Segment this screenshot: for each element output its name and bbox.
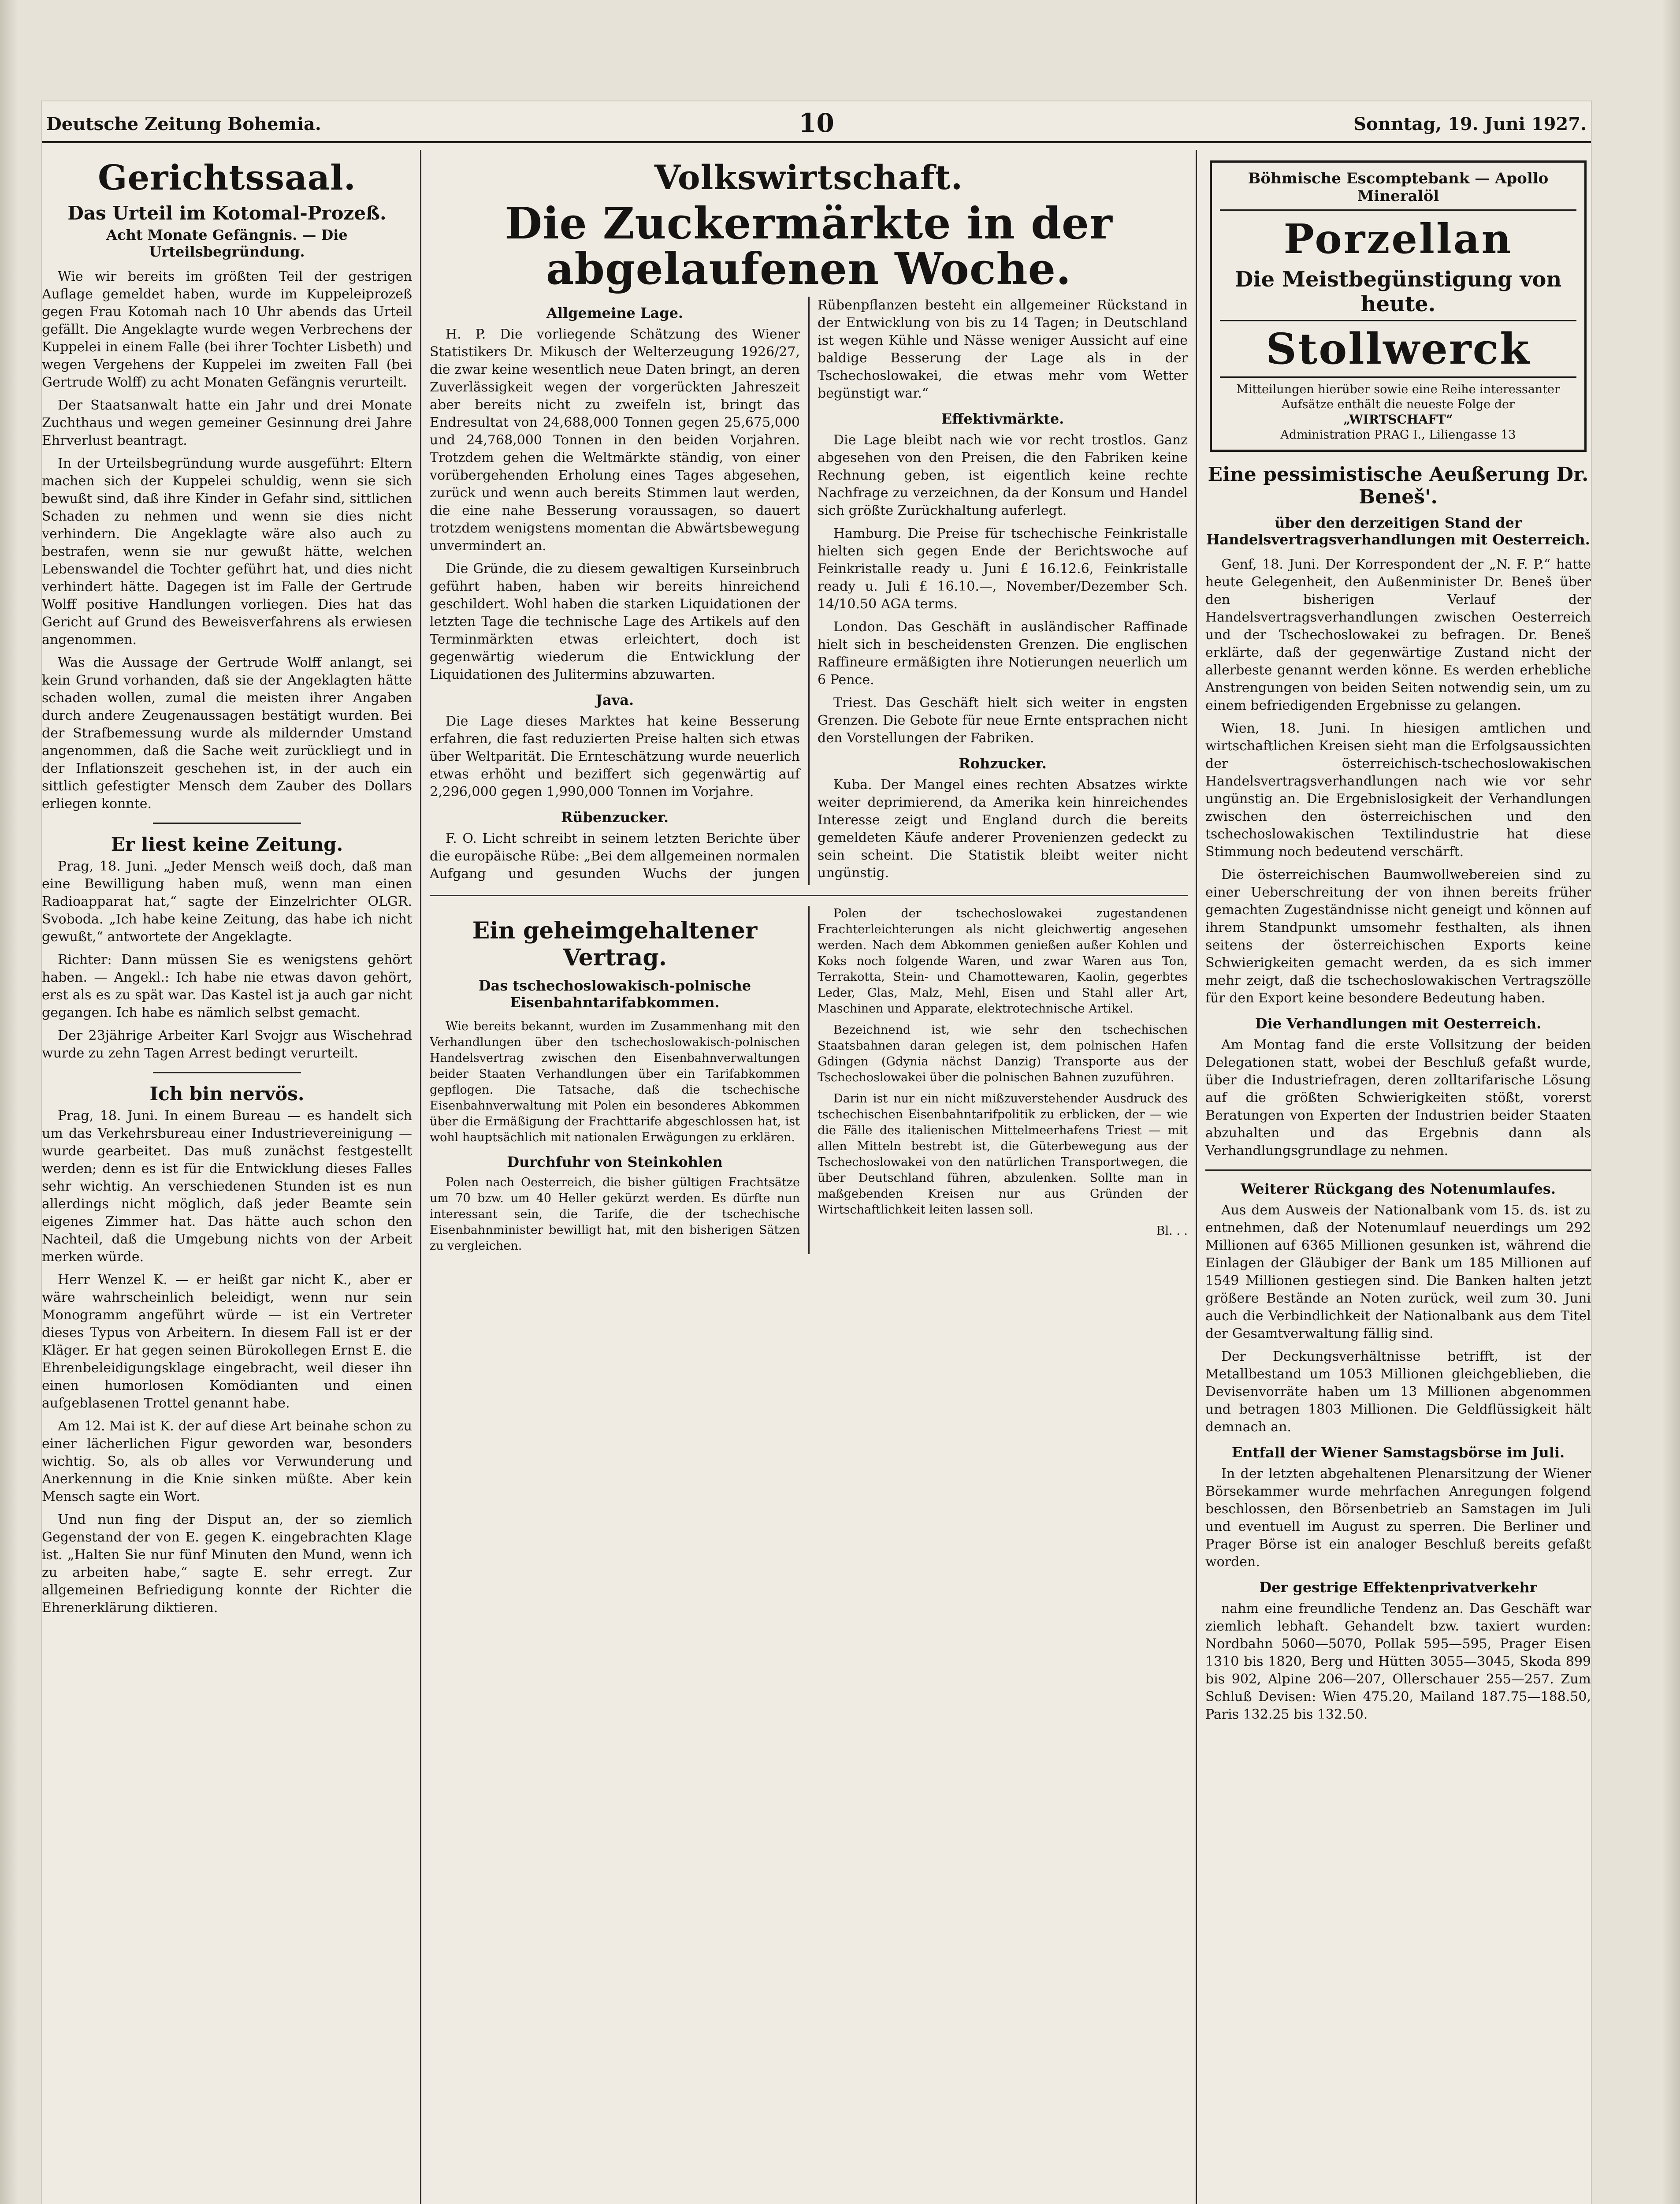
- column-volkswirtschaft: [430, 150, 1188, 2204]
- article-kicker: über den derzeitigen Stand der Handelsvertragsverhandlungen mit Oesterreich.: [1206, 514, 1590, 548]
- subsection-heading: Rübenzucker.: [561, 808, 669, 826]
- separator: [430, 895, 1188, 896]
- article-paragraph: In der Urteilsbegründung wurde ausgeführt: Eltern machen sich der Kuppelei schuldig, wenn sie sich bewußt sind, daß ihre Kinder in Gefahr sind, sittlichen Schaden zu nehmen und wenn sie dies nicht verhindern. Die Angeklagte wäre also auch zu bestrafen, wenn sie nur gewußt hätte, welchen Lebenswandel die Tochter geführt hat, und dies nicht verhindert hätte. Dagegen ist im Falle der Gertrude Wolff positive Handlungen vorliegen. Dies hat das Gericht auf Grund des Beweisverfahrens als erwiesen angenommen.: [42, 456, 412, 648]
- column-divider: [420, 150, 421, 2204]
- subsection-heading: Rohzucker.: [959, 755, 1047, 772]
- article-paragraph: Der Deckungsverhältnisse betrifft, ist der Metallbestand um 1053 Millionen gleichgeblieben, die Devisenvorräte haben um 13 Millionen abgenommen und betragen 1803 Millionen. Die Geldflüssigkeit hält demnach an.: [1205, 1349, 1591, 1435]
- subsection-heading: Effektivmärkte.: [941, 410, 1064, 427]
- article-paragraph: H. P. Die vorliegende Schätzung des Wiener Statistikers Dr. Mikusch der Welterzeugung 1926/27, die zwar keine wesentlich neue Daten bringt, an deren Zuverlässigkeit wegen der vorgerückten Jahreszeit aber bereits nicht zu zweifeln ist, bringt das Endresultat von 24,688,000 Tonnen gegen 25,675,000 und 24,768,000 Tonnen in den beiden Vorjahren. Trotzdem gehen die Weltmärkte ständig, von einer vorübergehenden Erholung eines Tages abgesehen, zurück und wenn auch bereits Stimmen laut werden, die eine nahe Besserung voraussagen, so dauert trotzdem wenigstens momentan die Abwärtsbewegung unvermindert an.: [430, 326, 800, 554]
- newspaper-name: Deutsche Zeitung Bohemia.: [46, 114, 321, 134]
- ad-headline: Porzellan: [1283, 215, 1513, 263]
- article-title: Ich bin nervös.: [149, 1083, 305, 1105]
- article-paragraph: Die Lage dieses Marktes hat keine Besserung erfahren, die fast reduzierten Preise halten sich etwas über Weltparität. Die Ernteschätzung wurde neuerlich etwas erhöht und beziffert sich gegenwärtig auf 2,296,000 gegen 1,990,000 Tonnen im Vorjahre.: [430, 713, 800, 800]
- article-kicker: Das tschechoslowakisch-polnische Eisenbahntarifabkommen.: [478, 977, 751, 1011]
- ad-address: Administration PRAG I., Liliengasse 13: [1280, 428, 1516, 442]
- newspaper-page: [42, 101, 1591, 2204]
- column-wirtschaft-news: [1205, 150, 1591, 2204]
- column-gerichtssaal: [42, 150, 412, 2204]
- ad-note-text: Mitteilungen hierüber sowie eine Reihe interessanter Aufsätze enthält die neueste Folge der: [1236, 383, 1560, 411]
- article-paragraph: Herr Wenzel K. — er heißt gar nicht K., aber er wäre wahrscheinlich beleidigt, wenn nur sein Monogramm angeführt würde — ist ein Vertreter dieses Typus von Arbeitern. In diesem Fall ist er der Kläger. Er hat gegen seinen Bürokollegen Ernst E. die Ehrenbeleidigungsklage eingebracht, weil dieser ihn einen humorlosen Komödianten und einen aufgeblasenen Trottel genannt habe.: [42, 1272, 412, 1411]
- section-title: Gerichtssaal.: [98, 158, 356, 198]
- article-paragraph: Triest. Das Geschäft hielt sich weiter in engsten Grenzen. Die Gebote für neue Ernte entsprachen nicht den Vorstellungen der Fabriken.: [818, 695, 1188, 746]
- subsection-heading: Die Verhandlungen mit Oesterreich.: [1255, 1015, 1542, 1032]
- page-number: 10: [799, 108, 834, 138]
- article-paragraph: In der letzten abgehaltenen Plenarsitzung der Wiener Börsekammer wurde mehrfachen Anregungen folgend beschlossen, den Börsenbetrieb an Samstagen im Juli und eventuell im August zu sperren. Die Berliner und Prager Börse ist ein analoger Beschluß bereits gefaßt worden.: [1205, 1466, 1591, 1570]
- article-paragraph: Richter: Dann müssen Sie es wenigstens gehört haben. — Angekl.: Ich habe nie etwas davon gehört, erst als es zu spät war. Das Kastel ist ja auch gar nicht gegangen. Ich habe es nämlich selbst gemacht.: [42, 952, 412, 1020]
- article-paragraph: London. Das Geschäft in ausländischer Raffinade hielt sich in bescheidensten Grenzen. Die englischen Raffineure ermäßigten ihre Notierungen neuerlich um 6 Pence.: [818, 619, 1188, 688]
- article-paragraph: Polen nach Oesterreich, die bisher gültigen Frachtsätze um 70 bzw. um 40 Heller gekürzt werden. Es dürfte nun interessant sein, die Tarife, die der tschechische Eisenbahnminister bewilligt hat, mit den bisherigen Sätzen zu vergleichen.: [430, 1175, 800, 1253]
- article-paragraph: F. O. Licht schreibt in seinem letzten Berichte über die europäische Rübe: „Bei dem allgemeinen normalen Aufgang und gesunden Wuchs der jungen Rübenpflanzen besteht ein allgemeiner Rückstand in der Entwicklung von bis zu 14 Tagen; in Deutschland ist wegen Kühle und Nässe weniger Aussicht auf eine baldige Besserung der Lage als in der Tschechoslowakei, die etwas mehr vom Wetter begünstigt war.“: [430, 297, 1188, 882]
- article-title: Das Urteil im Kotomal-Prozeß.: [67, 202, 387, 224]
- subsection-heading: Weiterer Rückgang des Notenumlaufes.: [1240, 1180, 1556, 1197]
- ad-brand: Stollwerck: [1220, 320, 1576, 378]
- article-paragraph: Der Staatsanwalt hatte ein Jahr und drei Monate Zuchthaus und wegen gemeiner Gesinnung drei Jahre Ehrverlust beantragt.: [42, 398, 412, 448]
- article-paragraph: Die österreichischen Baumwollwebereien sind zu einer Ueberschreitung der von ihnen bereits früher gemachten Zugeständnisse nicht geneigt und können auf ihrem Standpunkt umsomehr festhalten, als ihnen seitens der österreichischen Exports keine Schwierigkeiten gemacht werden, da es sich immer mehr zeigt, daß die tschechoslowakischen Vertragszölle für den Export keine besondere Bedeutung haben.: [1205, 867, 1591, 1006]
- column-divider: [1196, 150, 1197, 2204]
- scan-shadow-left: [0, 0, 18, 2204]
- article-paragraph: Genf, 18. Juni. Der Korrespondent der „N. F. P.“ hatte heute Gelegenheit, den Außenminister Dr. Beneš über den bisherigen Verlauf der Handelsvertragsverhandlungen zwischen Oesterreich und der Tschechoslowakei zu befragen. Dr. Beneš erklärte, daß der gegenwärtige Zustand nicht der allerbeste genannt werden könne. Es werden erhebliche Anstrengungen von beiden Seiten notwendig sein, um zu einem befriedigenden Ergebnisse zu gelangen.: [1205, 557, 1591, 713]
- article-paragraph: Aus dem Ausweis der Nationalbank vom 15. ds. ist zu entnehmen, daß der Notenumlauf neuerdings um 292 Millionen auf 6365 Millionen gesunken ist, während die Einlagen der Gläubiger der Bank um 185 Millionen auf 1549 Millionen gestiegen sind. Die Banken halten jetzt größere Bestände an Noten zurück, weil zum 30. Juni auch die Verbindlichkeit der Nationalbank aus dem Titel der Gesamtverwaltung fällig sind.: [1205, 1203, 1591, 1341]
- article-paragraph: Wie bereits bekannt, wurden im Zusammenhang mit den Verhandlungen über den tschechoslowakisch-polnischen Handelsvertrag zwischen den Eisenbahnverwaltungen beider Staaten Verhandlungen über ein Tarifabkommen gepflogen. Die Tatsache, daß die tschechische Eisenbahnverwaltung mit Polen ein besonderes Abkommen über die Ermäßigung der Frachttarife abgeschlossen hat, ist wohl hauptsächlich mit nationalen Erwägungen zu erklären.: [430, 1019, 800, 1144]
- page-header: [42, 101, 1591, 143]
- article-paragraph: Hamburg. Die Preise für tschechische Feinkristalle hielten sich gegen Ende der Berichtswoche auf Feinkristalle ready u. Juni £ 16.12.6, Feinkristalle ready u. Juli £ 16.10.—, November/Dezember Sch. 14/10.50 AGA terms.: [818, 525, 1188, 612]
- author-signature: Bl. . .: [1156, 1224, 1188, 1238]
- article-paragraph: Prag, 18. Juni. In einem Bureau — es handelt sich um das Verkehrsbureau einer Industrievereinigung — wurde gearbeitet. Das muß zunächst festgestellt werden; denn es ist für die Entwicklung dieses Falles sehr wichtig. An verschiedenen Stunden ist es nun allerdings nicht möglich, daß jeder Beamte sein eigenes Zimmer hat. Das hätte auch schon den Nachteil, daß die Umgebung nichts von der Arbeit merken würde.: [42, 1108, 412, 1265]
- article-title: Er liest keine Zeitung.: [111, 834, 343, 855]
- separator: [1205, 1169, 1591, 1171]
- ad-note: [1220, 382, 1576, 443]
- article-paragraph: Und nun fing der Disput an, der so ziemlich Gegenstand der von E. gegen K. eingebrachten Klage ist. „Halten Sie nur fünf Minuten den Mund, wenn ich zu arbeiten habe,“ sagte E. sehr erregt. Zur allgemeinen Befriedigung konnte der Richter die Ehrenerklärung diktieren.: [42, 1512, 412, 1616]
- subsection-heading: Java.: [595, 691, 634, 708]
- article-title: Ein geheimgehaltener Vertrag.: [472, 917, 758, 971]
- section-title: Volkswirtschaft.: [654, 158, 963, 197]
- article-paragraph: Wien, 18. Juni. In hiesigen amtlichen und wirtschaftlichen Kreisen sieht man die Erfolgsaussichten der österreichisch-tschechoslowakischen Handelsvertragsverhandlungen nach wie vor sehr ungünstig an. Die Ergebnislosigkeit der Verhandlungen zwischen den österreichischen und den tschechoslowakischen Textilindustrie hat diese Stimmung noch bedeutend verschärft.: [1205, 721, 1591, 860]
- article-paragraph: Die Lage bleibt nach wie vor recht trostlos. Ganz abgesehen von den Preisen, die den Fabriken keine Rechnung geben, ist eigentlich keine rechte Nachfrage zu verzeichnen, da der Konsum und Handel sich größte Zurückhaltung auferlegt.: [818, 432, 1188, 518]
- main-headline: Die Zuckermärkte in der abgelaufenen Woche.: [505, 198, 1113, 294]
- article-paragraph: Was die Aussage der Gertrude Wolff anlangt, sei kein Grund vorhanden, daß sie der Angeklagten hätte schaden wollen, zumal die meisten ihrer Angaben durch andere Zeugenaussagen bestätigt wurden. Bei der Strafbemessung wurde als mildernder Umstand angenommen, daß die Sache weit zurückliegt und in der Inflationszeit geschehen ist, in der auch ein sittlich gefestigter Mensch dem Zauber des Dollars erliegen konnte.: [42, 655, 412, 812]
- ad-sponsor: Böhmische Escomptebank — Apollo Mineralöl: [1220, 170, 1576, 211]
- article-body: [430, 297, 1188, 885]
- article-paragraph: Polen der tschechoslowakei zugestandenen Frachterleichterungen als nicht gleichwertig angesehen werden. Nach dem Abkommen genießen außer Kohlen und Koks noch folgende Waren, und zwar Waren aus Ton, Terrakotta, Stein- und Chamottewaren, Kaolin, gegerbtes Leder, Glas, Malz, Mehl, Eisen und Stahl aller Art, Maschinen und Apparate, elektrotechnische Artikel.: [818, 906, 1188, 1016]
- article-paragraph: Am Montag fand die erste Vollsitzung der beiden Delegationen statt, wobei der Beschluß gefaßt wurde, über die Industriefragen, deren zolltarifarische Lösung auf die größten Schwierigkeiten stößt, vorerst Beratungen von Experten der Industrien beider Staaten abzuhalten und das Ergebnis dann als Verhandlungsgrundlage zu nehmen.: [1205, 1037, 1591, 1158]
- article-kicker: Acht Monate Gefängnis. — Die Urteilsbegründung.: [106, 227, 348, 260]
- article-paragraph: Der 23jährige Arbeiter Karl Svojgr aus Wischehrad wurde zu zehn Tagen Arrest bedingt verurteilt.: [42, 1028, 412, 1061]
- subsection-heading: Der gestrige Effektenprivatverkehr: [1259, 1579, 1537, 1596]
- ad-publication: „WIRTSCHAFT“: [1343, 412, 1453, 427]
- article-paragraph: Kuba. Der Mangel eines rechten Absatzes wirkte weiter deprimierend, da Amerika kein hinreichendes Interesse zeigt und England durch die bereits gemeldeten Käufe anderer Provenienzen gedeckt zu sein scheint. Die Statistik bleibt weiter nicht ungünstig.: [818, 777, 1188, 881]
- subsection-heading: Durchfuhr von Steinkohlen: [507, 1153, 723, 1170]
- article-paragraph: Wie wir bereits im größten Teil der gestrigen Auflage gemeldet haben, wurde im Kuppeleiprozeß gegen Frau Kotomah nach 10 Uhr abends das Urteil gefällt. Die Angeklagte wurde wegen Verbrechens der Kuppelei in einem Falle (bei ihrer Tochter Lisbeth) und wegen Vergehens der Kuppelei im zweiten Fall (bei Gertrude Wolff) zu acht Monaten Gefängnis verurteilt.: [42, 269, 412, 390]
- article-paragraph: Prag, 18. Juni. „Jeder Mensch weiß doch, daß man eine Bewilligung haben muß, wenn man einen Radioapparat hat,“ sagte der Einzelrichter OLGR. Svoboda. „Ich habe keine Zeitung, das habe ich nicht gewußt,“ antwortete der Angeklagte.: [42, 859, 412, 945]
- article-paragraph: Am 12. Mai ist K. der auf diese Art beinahe schon zu einer lächerlichen Figur geworden war, besonders wichtig. So, als ob alles vor Verwunderung und Anerkennung in die Knie sinken müßte. Aber kein Mensch sagte ein Wort.: [42, 1418, 412, 1504]
- article-paragraph: Bezeichnend ist, wie sehr den tschechischen Staatsbahnen daran gelegen ist, dem polnischen Hafen Gdingen (Gdynia nächst Danzig) Transporte aus der Tschechoslowakei über die polnischen Bahnen zuzuführen.: [818, 1023, 1188, 1084]
- article-paragraph: Darin ist nur ein nicht mißzuverstehender Ausdruck des tschechischen Eisenbahntarifpolitik zu erblicken, der — wie die Fälle des italienischen Mittelmeerhafens Triest — mit allen Mitteln bestrebt ist, die Güterbewegung aus der Tschechoslowakei von den natürlichen Transportwegen, die über Deutschland führen, abzulenken. Sollte man in maßgebenden Kreisen nur aus Gründen der Wirtschaftlichkeit leiten lassen soll.: [818, 1091, 1188, 1217]
- article-paragraph: nahm eine freundliche Tendenz an. Das Geschäft war ziemlich lebhaft. Gehandelt bzw. taxiert wurden: Nordbahn 5060—5070, Pollak 595—595, Prager Eisen 1310 bis 1820, Berg und Hütten 3055—3045, Skoda 899 bis 902, Alpine 206—207, Ollerschauer 255—257. Zum Schluß Devisen: Wien 475.20, Mailand 187.75—188.50, Paris 132.25 bis 132.50.: [1205, 1601, 1591, 1722]
- subsection-heading: Allgemeine Lage.: [546, 304, 684, 321]
- issue-date: Sonntag, 19. Juni 1927.: [1353, 114, 1587, 134]
- scan-shadow-right: [1662, 0, 1680, 2204]
- separator: [153, 1072, 301, 1073]
- subsection-heading: Entfall der Wiener Samstagsbörse im Juli.: [1231, 1444, 1565, 1461]
- article-title: Eine pessimistische Aeußerung Dr. Beneš'.: [1208, 463, 1589, 508]
- separator: [153, 823, 301, 824]
- article-body: [430, 906, 1188, 1254]
- article-paragraph: Die Gründe, die zu diesem gewaltigen Kurseinbruch geführt haben, haben wir bereits hinreichend geschildert. Wohl haben die starken Liquidationen der letzten Tage die technische Lage des Artikels auf den Terminmärkten etwas erleichtert, doch ist gegenwärtig wiederum die Entwicklung der Liquidationen des Julitermins abzuwarten.: [430, 561, 800, 682]
- advertisement-box: [1210, 160, 1587, 452]
- ad-subline: Die Meistbegünstigung von heute.: [1234, 267, 1562, 316]
